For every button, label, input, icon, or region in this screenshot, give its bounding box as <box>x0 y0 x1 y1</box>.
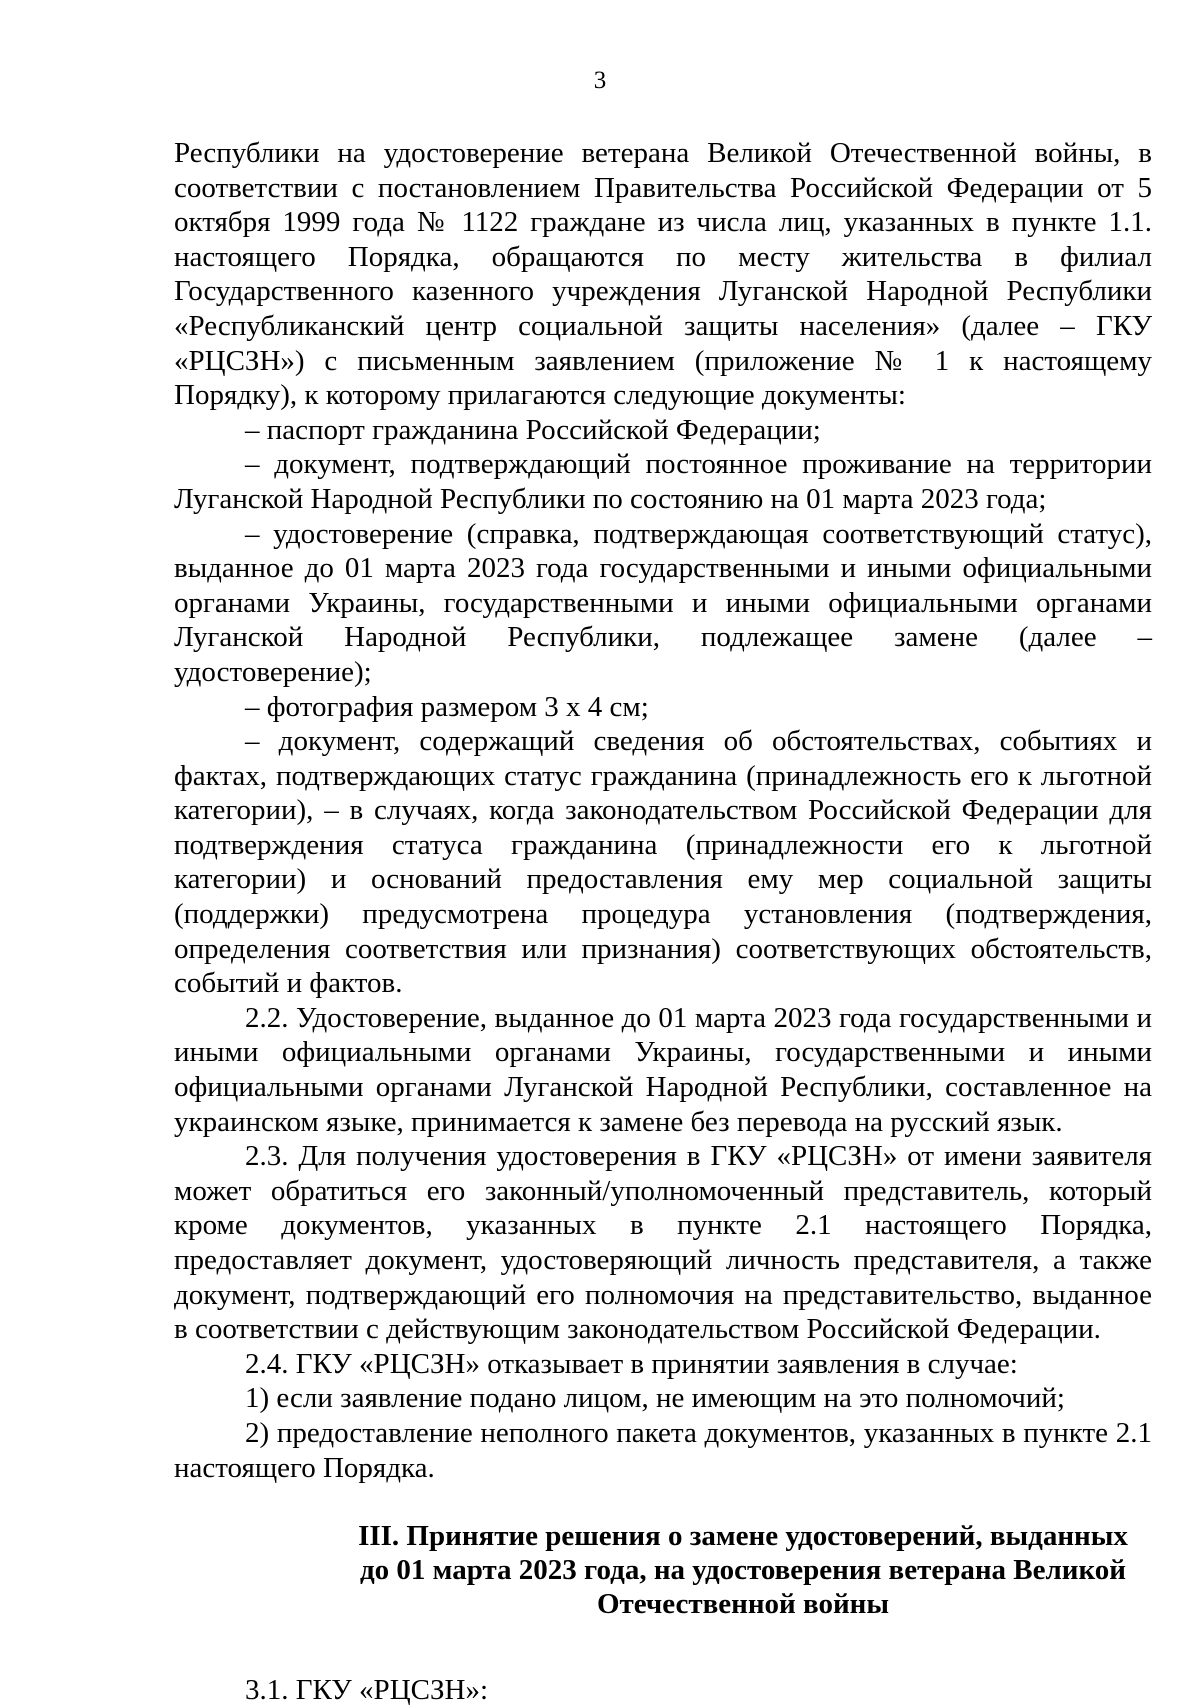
paragraph-2-2: 2.2. Удостоверение, выданное до 01 марта 2023 года государственными и иными официальными органами Украины, государственными и иными официальными органами Луганской Народной Республики, составленное на украинском языке, принимается к замене без перевода на русский язык. <box>174 1001 1152 1138</box>
paragraph-2-3: 2.3. Для получения удостоверения в ГКУ «РЦСЗН» от имени заявителя может обратиться его законный/уполномоченный представитель, который кроме документов, указанных в пункте 2.1 настоящего Порядка, предоставляет документ, удостоверяющий личность представителя, а также документ, подтверждающий его полномочия на представительство, выданное в соответствии с действующим законодательством Российской Федерации. <box>174 1140 1152 1346</box>
section-title <box>174 1519 1152 1621</box>
list-item-photo: – фотография размером 3 х 4 см; <box>245 690 649 723</box>
document-body <box>174 136 1152 1708</box>
page-number: 3 <box>593 67 607 94</box>
list-item-residence-document: – документ, подтверждающий постоянное проживание на территории Луганской Народной Республики по состоянию на 01 марта 2023 года; <box>174 448 1152 515</box>
list-item-status-document: – документ, содержащий сведения об обстоятельствах, событиях и фактах, подтверждающих статус гражданина (принадлежность его к льготной категории), – в случаях, когда законодательством Российской Федерации для подтверждения статуса гражданина (принадлежности его к льготной категории) и оснований предоставления ему мер социальной защиты (поддержки) предусмотрена процедура установления (подтверждения, определения соответствия или признания) соответствующих обстоятельств, событий и фактов. <box>174 725 1152 1000</box>
section-title-line-3: Отечественной войны <box>596 1588 890 1621</box>
section-title-line-1: III. Принятие решения о замене удостоверений, выданных <box>358 1520 1128 1553</box>
list-item-certificate: – удостоверение (справка, подтверждающая соответствующий статус), выданное до 01 марта 2023 года государственными и иными официальными органами Украины, государственными и иными официальными органами Луганской Народной Республики, подлежащее замене (далее – удостоверение); <box>174 517 1152 688</box>
section-title-line-2: до 01 марта 2023 года, на удостоверения ветерана Великой <box>359 1554 1127 1587</box>
refusal-reason-2: 2) предоставление неполного пакета документов, указанных в пункте 2.1 настоящего Порядка. <box>174 1416 1152 1484</box>
paragraph-continuation: Республики на удостоверение ветерана Великой Отечественной войны, в соответствии с постановлением Правительства Российской Федерации от 5 октября 1999 года № 1122 граждане из числа лиц, указанных в пункте 1.1. настоящего Порядка, обращаются по месту жительства в филиал Государственного казенного учреждения Луганской Народной Республики «Республиканский центр социальной защиты населения» (далее – ГКУ «РЦСЗН») с письменным заявлением (приложение № 1 к настоящему Порядку), к которому прилагаются следующие документы: <box>174 137 1152 412</box>
paragraph-3-1: 3.1. ГКУ «РЦСЗН»: <box>245 1674 489 1707</box>
refusal-reason-1: 1) если заявление подано лицом, не имеющим на это полномочий; <box>245 1382 1065 1415</box>
list-item-passport: – паспорт гражданина Российской Федерации; <box>245 413 821 446</box>
paragraph-2-4: 2.4. ГКУ «РЦСЗН» отказывает в принятии заявления в случае: <box>245 1347 1018 1380</box>
